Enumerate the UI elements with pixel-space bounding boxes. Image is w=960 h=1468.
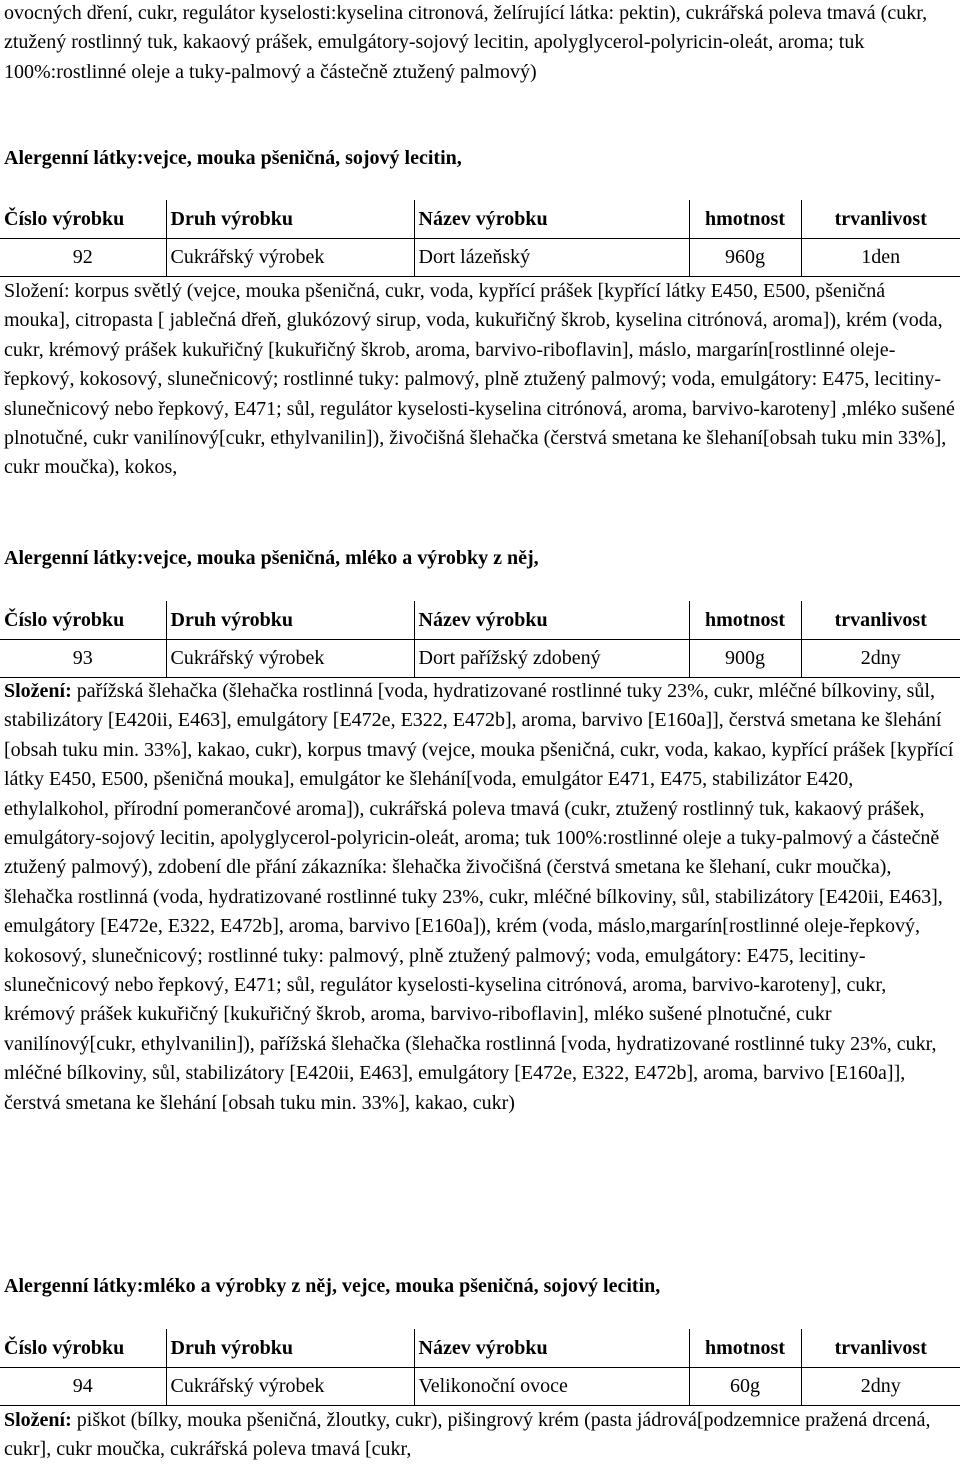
- header-type: Druh výrobku: [166, 1329, 414, 1368]
- product-number: 93: [0, 640, 166, 678]
- table-row: [0, 1368, 960, 1406]
- table-header-row: [0, 601, 960, 640]
- allergen-line-previous: Alergenní látky:vejce, mouka pšeničná, sojový lecitin,: [4, 147, 462, 169]
- product-table-93: [0, 601, 960, 678]
- header-type: Druh výrobku: [166, 200, 414, 239]
- composition-94: [4, 1406, 956, 1465]
- product-name: Dort lázeňský: [414, 239, 689, 277]
- composition-label: Složení:: [4, 1409, 72, 1431]
- product-type: Cukrářský výrobek: [166, 640, 414, 678]
- composition-92: [4, 277, 956, 483]
- composition-text: pařížská šlehačka (šlehačka rostlinná [voda, hydratizované rostlinné tuky 23%, cukr, mléčné bílkoviny, sůl, stabilizátory [E420ii, E463], emulgátory [E472e, E322, E472b], aroma, barvivo [E160a]], čerstvá smetana ke šlehání [obsah tuku min. 33%], kakao, cukr), korpus tmavý (vejce, mouka pšeničná, cukr, voda, kakao, kypřící prášek [kypřící látky E450, E500, pšeničná mouka], emulgátor ke šlehání[voda, emulgátor E471, E475, stabilizátor E420, ethylalkohol, přírodní pomerančové aroma]), cukrářská poleva tmavá (cukr, ztužený rostlinný tuk, kakaový prášek, emulgátory-sojový lecitin, apolyglycerol-polyricin-oleát, aroma; tuk 100%:rostlinné oleje a tuky-palmový a částečně ztužený palmový), zdobení dle přání zákazníka: šlehačka živočišná (čerstvá smetana ke šlehaní, cukr moučka), šlehačka rostlinná (voda, hydratizované rostlinné tuky 23%, cukr, mléčné bílkoviny, sůl, stabilizátory [E420ii, E463], emulgátory [E472e, E322, E472b], aroma, barvivo [E160a]), krém (voda, máslo,margarín[rostlinné oleje-řepkový, kokosový, slunečnicový; rostlinné tuky: palmový, plně ztužený palmový; voda, emulgátory: E475, lecitiny-slunečnicový nebo řepkový, E471; sůl, regulátor kyselosti-kyselina citrónová, aroma, barvivo-karoteny], cukr, krémový prášek kukuřičný [kukuřičný škrob, aroma, barvivo-riboflavin], mléko sušené plnotučné, cukr vanilínový[cukr, ethylvanilin]), pařížská šlehačka (šlehačka rostlinná [voda, hydratizované rostlinné tuky 23%, cukr, mléčné bílkoviny, sůl, stabilizátory [E420ii, E463], emulgátory [E472e, E322, E472b], aroma, barvivo [E160a]], čerstvá smetana ke šlehání [obsah tuku min. 33%], kakao, cukr): [4, 680, 954, 1114]
- header-weight: hmotnost: [689, 601, 801, 640]
- product-weight: 900g: [689, 640, 801, 678]
- header-shelf-life: trvanlivost: [801, 601, 960, 640]
- table-row: [0, 640, 960, 678]
- header-number: Číslo výrobku: [0, 200, 166, 239]
- composition-label: Složení:: [4, 280, 70, 302]
- product-shelf-life: 2dny: [801, 640, 960, 678]
- product-number: 94: [0, 1368, 166, 1406]
- composition-label: Složení:: [4, 680, 72, 702]
- intro-composition-text: ovocných dření, cukr, regulátor kyselosti:kyselina citronová, želírující látka: pektin), cukrářská poleva tmavá (cukr, ztužený rostlinný tuk, kakaový prášek, emulgátory-sojový lecitin, apolyglycerol-polyricin-oleát, aroma; tuk 100%:rostlinné oleje a tuky-palmový a částečně ztužený palmový): [4, 2, 928, 83]
- header-name: Název výrobku: [414, 1329, 689, 1368]
- header-weight: hmotnost: [689, 1329, 801, 1368]
- product-table-94: [0, 1329, 960, 1406]
- product-name: Velikonoční ovoce: [414, 1368, 689, 1406]
- product-table-92: [0, 200, 960, 277]
- product-weight: 60g: [689, 1368, 801, 1406]
- product-weight: 960g: [689, 239, 801, 277]
- product-number: 92: [0, 239, 166, 277]
- allergen-line-92: Alergenní látky:vejce, mouka pšeničná, mléko a výrobky z něj,: [4, 547, 539, 569]
- product-shelf-life: 2dny: [801, 1368, 960, 1406]
- header-weight: hmotnost: [689, 200, 801, 239]
- header-name: Název výrobku: [414, 200, 689, 239]
- header-number: Číslo výrobku: [0, 601, 166, 640]
- composition-text: piškot (bílky, mouka pšeničná, žloutky, cukr), pišingrový krém (pasta jádrová[podzemnice pražená drcená, cukr], cukr moučka, cukrářská poleva tmavá [cukr,: [4, 1409, 931, 1461]
- allergen-line-93: Alergenní látky:mléko a výrobky z něj, vejce, mouka pšeničná, sojový lecitin,: [4, 1275, 661, 1297]
- header-shelf-life: trvanlivost: [801, 1329, 960, 1368]
- table-header-row: [0, 1329, 960, 1368]
- table-header-row: [0, 200, 960, 239]
- header-number: Číslo výrobku: [0, 1329, 166, 1368]
- product-shelf-life: 1den: [801, 239, 960, 277]
- composition-93: [4, 677, 956, 1118]
- header-shelf-life: trvanlivost: [801, 200, 960, 239]
- header-type: Druh výrobku: [166, 601, 414, 640]
- table-row: [0, 239, 960, 277]
- composition-text: korpus světlý (vejce, mouka pšeničná, cukr, voda, kypřící prášek [kypřící látky E450, E500, pšeničná mouka], citropasta [ jablečná dřeň, glukózový sirup, voda, kukuřičný škrob, kyselina citrónová, aroma]), krém (voda, cukr, krémový prášek kukuřičný [kukuřičný škrob, aroma, barvivo-riboflavin], máslo, margarín[rostlinné oleje-řepkový, kokosový, slunečnicový; rostlinné tuky: palmový, plně ztužený palmový; voda, emulgátory: E475, lecitiny-slunečnicový nebo řepkový, E471; sůl, regulátor kyselosti-kyselina citrónová, aroma, barvivo-karoteny] ,mléko sušené plnotučné, cukr vanilínový[cukr, ethylvanilin]), živočišná šlehačka (čerstvá smetana ke šlehaní[obsah tuku min 33%], cukr moučka), kokos,: [4, 280, 955, 479]
- product-name: Dort pařížský zdobený: [414, 640, 689, 678]
- header-name: Název výrobku: [414, 601, 689, 640]
- product-type: Cukrářský výrobek: [166, 239, 414, 277]
- product-type: Cukrářský výrobek: [166, 1368, 414, 1406]
